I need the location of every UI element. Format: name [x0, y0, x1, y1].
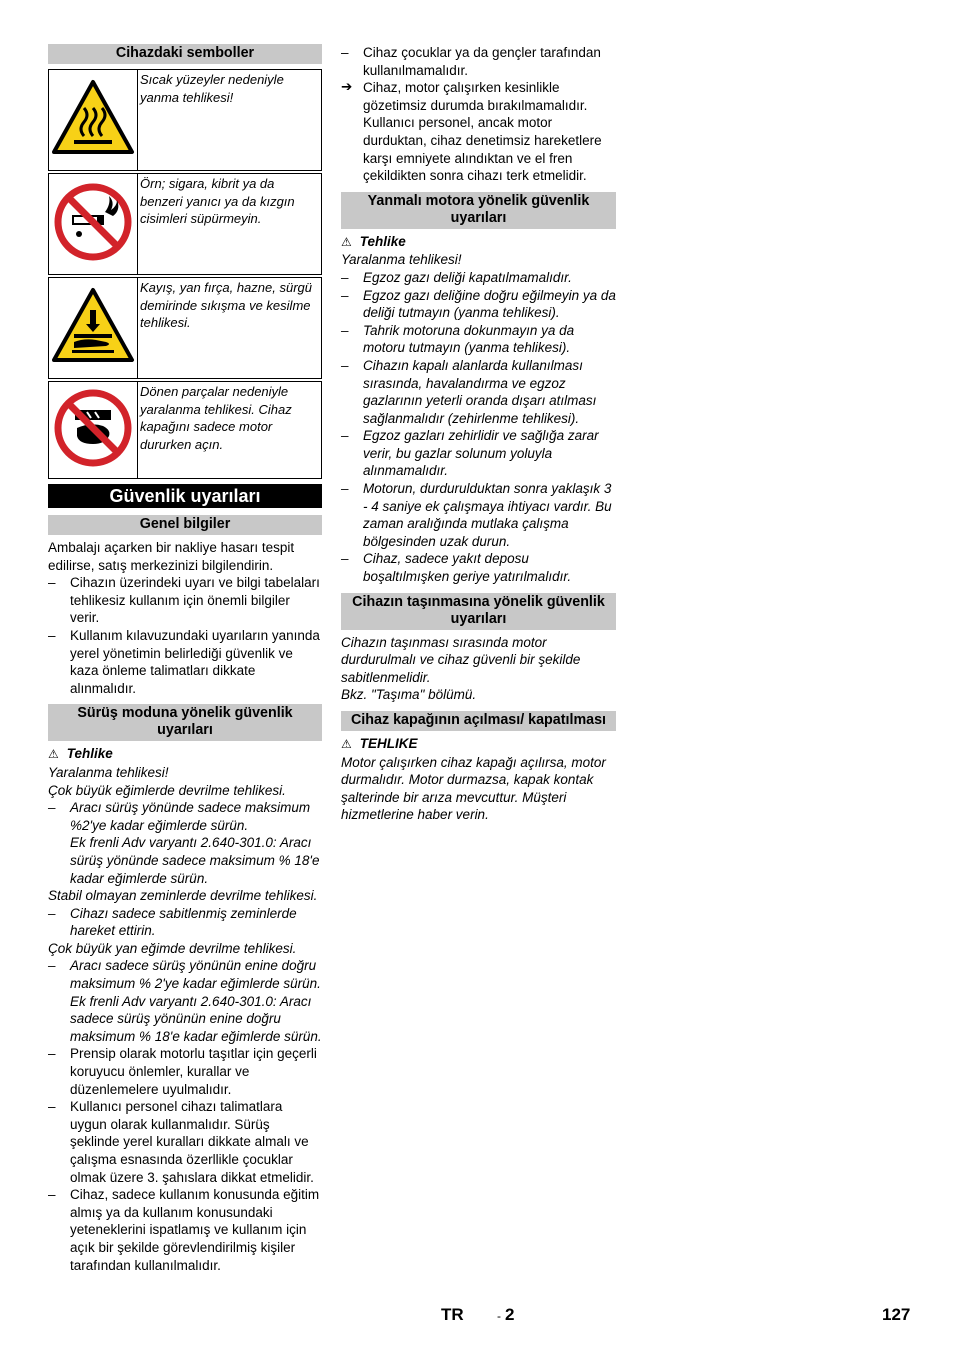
symbol-text: Sıcak yüzeyler nedeniyle yanma tehlikesi!: [138, 70, 322, 171]
no-burning-items-icon: [53, 182, 133, 262]
list-item: – Cihaz, sadece kullanım konusunda eğitim almış ya da kullanım konusundaki yeteneklerini ispatlamış ve kullanım için açık bir şekilde görevlendirilmiş kişiler tarafından kullanılmalıdır.: [48, 1187, 320, 1273]
list-item-continuation: Ek frenli Adv varyantı 2.640-301.0: Aracı sadece sürüş yönünün enine doğru maksimum % 18'e kadar eğimlerde sürün.: [70, 993, 322, 1044]
list-item: – Prensip olarak motorlu taşıtlar için geçerli koruyucu önlemler, kurallar ve düzenlemelere uyulmalıdır.: [48, 1046, 317, 1097]
list-item: – Cihaz, sadece yakıt deposu boşaltılmışken geriye yatırılmalıdır.: [341, 551, 572, 585]
list-item: – Tahrik motoruna dokunmayın ya da motoru tutmayın (yanma tehlikesi).: [341, 322, 575, 356]
cover-text: Motor çalışırken cihaz kapağı açılırsa, motor durmalıdır. Motor durmazsa, kapak kontak şalterinde bir arıza mevcuttur. Müşteri hizmetlerine haber verin.: [341, 754, 606, 823]
cover-heading: Cihaz kapağının açılması/ kapatılması: [341, 711, 616, 731]
list-item: – Motorun, durdurulduktan sonra yaklaşık 3 - 4 saniye ek çalışmaya ihtiyacı vardır. Bu zaman aralığında mutlaka çalışma bölgesinden uzak durun.: [341, 481, 612, 549]
warning-triangle-icon: ⚠: [48, 747, 59, 762]
danger-label: ⚠ Tehlike: [48, 746, 113, 762]
symbol-row: [49, 278, 322, 379]
symbol-text: Dönen parçalar nedeniyle yaralanma tehlikesi. Cihaz kapağını sadece motor dururken açın.: [138, 382, 322, 479]
engine-heading: Yanmalı motora yönelik güvenlik uyarıları: [341, 192, 616, 229]
list-item-continuation: Ek frenli Adv varyantı 2.640-301.0: Aracı sürüş yönünde sadece maksimum % 18'e kadar eğimlerde sürün.: [70, 835, 320, 886]
general-intro: Ambalajı açarken bir nakliye hasarı tespit edilirse, satış merkezinizi bilgilendirin.: [48, 540, 295, 573]
list-item: – Cihazın üzerindeki uyarı ve bilgi tabelaları tehlikesiz kullanım için önemli bilgiler verir.: [48, 575, 320, 626]
right-column: [341, 44, 616, 824]
injury-text: Yaralanma tehlikesi!: [341, 252, 462, 268]
page-number: 127: [882, 1305, 911, 1324]
drive-heading: Sürüş moduna yönelik güvenlik uyarıları: [48, 704, 322, 741]
transport-ref: Bkz. "Taşıma" bölümü.: [341, 687, 477, 703]
symbol-text: Örn; sigara, kibrit ya da benzeri yanıcı ya da kızgın cisimleri süpürmeyin.: [138, 174, 322, 275]
drive-tip: Çok büyük yan eğimde devrilme tehlikesi.: [48, 940, 297, 956]
hot-surface-warning-icon: [50, 78, 136, 158]
list-item-arrow: ➔ Cihaz, motor çalışırken kesinlikle gözetimsiz durumda bırakılmamalıdır. Kullanıcı personel, ancak motor durduktan, cihaz denetimsiz hareketlere karşı emniyete alındıktan ve el fren çekildikten sonra cihazı terk etmelidir.: [341, 79, 602, 184]
warning-triangle-icon: ⚠: [341, 737, 352, 751]
transport-heading: Cihazın taşınmasına yönelik güvenlik uyarıları: [341, 593, 616, 630]
list-item: – Aracı sadece sürüş yönünün enine doğru maksimum % 2'ye kadar eğimlerde sürün.: [48, 958, 321, 992]
symbols-table: [48, 69, 322, 479]
transport-text: Cihazın taşınması sırasında motor durdurulmalı ve cihaz güvenli bir şekilde sabitlenmelidir.: [341, 634, 581, 685]
general-heading: Genel bilgiler: [48, 515, 322, 535]
danger-label: ⚠ TEHLIKE: [341, 736, 418, 751]
symbol-row: [49, 382, 322, 479]
arrow-right-icon: ➔: [341, 79, 353, 96]
drive-tip: Çok büyük eğimlerde devrilme tehlikesi.: [48, 782, 286, 798]
danger-label: ⚠ Tehlike: [341, 233, 406, 249]
list-item: – Egzoz gazları zehirlidir ve sağlığa zarar verir, bu gazlar solunum yoluyla alınmamalıdır.: [341, 428, 599, 479]
list-item: – Cihazı sadece sabitlenmiş zeminlerde hareket ettirin.: [48, 905, 297, 939]
warning-triangle-icon: ⚠: [341, 234, 352, 249]
left-column: [48, 44, 322, 1274]
symbol-icon-cell: [49, 278, 138, 379]
crush-hazard-icon: [50, 286, 136, 366]
section-number: - 2: [497, 1305, 515, 1324]
symbol-icon-cell: [49, 382, 138, 479]
symbol-icon-cell: [49, 174, 138, 275]
symbol-icon-cell: [49, 70, 138, 171]
symbol-row: [49, 70, 322, 171]
list-item: – Cihazın kapalı alanlarda kullanılması sırasında, havalandırma ve egzoz gazlarının yeterli oranda dışarı atılması sağlanmalıdır (zehirlenme tehlikesi).: [341, 357, 597, 426]
page-footer: [0, 1305, 954, 1331]
symbol-row: [49, 174, 322, 275]
list-item: – Egzoz gazı deliği kapatılmamalıdır.: [341, 269, 572, 285]
no-hand-rotating-parts-icon: [53, 388, 133, 468]
language-code: TR: [441, 1305, 464, 1324]
list-item: – Aracı sürüş yönünde sadece maksimum %2'ye kadar eğimlerde sürün.: [48, 800, 311, 833]
list-item: – Kullanıcı personel cihazı talimatlara uygun olarak kullanmalıdır. Sürüş şeklinde yerel kuralları dikkate almalı ve çalışma esnasında özerllikle çocuklar olmak üzere 3. şahıslara dikkat etmelidir.: [48, 1099, 314, 1185]
list-item: – Cihaz çocuklar ya da gençler tarafından kullanılmamalıdır.: [341, 45, 601, 78]
list-item: – Egzoz gazı deliğine doğru eğilmeyin ya da deliği tutmayın (yanma tehlikesi).: [341, 287, 616, 321]
list-item: – Kullanım kılavuzundaki uyarıların yanında yerel yönetimin belirlediği güvenlik ve kaza önleme talimatları dikkate alınmalıdır.: [48, 627, 320, 696]
symbol-text: Kayış, yan fırça, hazne, sürgü demirinde sıkışma ve kesilme tehlikesi.: [138, 278, 322, 379]
drive-tip: Stabil olmayan zeminlerde devrilme tehlikesi.: [48, 888, 318, 904]
symbols-heading: Cihazdaki semboller: [48, 44, 322, 64]
injury-text: Yaralanma tehlikesi!: [48, 764, 169, 780]
safety-title: Güvenlik uyarıları: [48, 484, 322, 508]
